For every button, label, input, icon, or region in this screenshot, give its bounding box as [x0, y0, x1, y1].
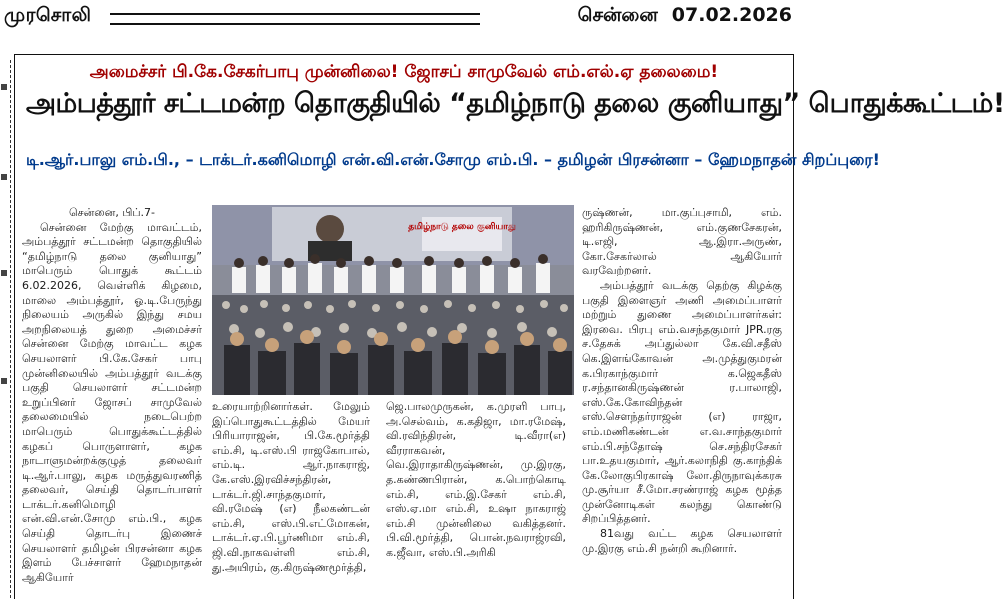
- article-column-1: [22, 206, 202, 585]
- photo-banner-text: தமிழ்நாடு தலை குனியாது: [408, 222, 516, 232]
- article-headline: அம்பத்தூர் சட்டமன்ற தொகுதியில் “தமிழ்நாடு தலை குனியாது” பொதுக்கூட்டம்!: [26, 88, 1005, 119]
- article-body-paragraph: உரையாற்றினார்கள். மேலும் இப்பொதுகூட்டத்தில் மேயர் பிரியாராஜன், பி.கே.மூர்த்தி எம்.சி, டி.எஸ்.பி ராஜகோபால், எம்.டி. ஆர்.நாகராஜ், கே.எஸ்.இரவிச்சந்திரன், டாக்டர்.ஜி.சாந்தகுமார், வி.ரமேஷ் (எ) நீலகண்டன் எம்.சி, எஸ்.பி.எட்மோகன், டாக்டர்.ஏ.பி.பூர்ணிமா எம்.சி, ஜி.வி.நாகவள்ளி எம்.சி, து.அயிரம், கு.கிருஷ்ணமூர்த்தி,: [212, 400, 370, 574]
- masthead-city: சென்னை: [577, 4, 658, 26]
- masthead-date: 07.02.2026: [671, 4, 792, 26]
- masthead: [0, 0, 800, 34]
- article-body-paragraph: ருஷ்ணன், மா.குப்புசாமி, எம். ஹரிகிருஷ்ணன், எம்.குணசேகரன், டி.எஜி, ஆ.இரா.அருண், கோ.சேகர்லால் ஆகியோர் வரவேற்றனர்.: [582, 206, 782, 278]
- article-dateline: சென்னை, பிப்.7-: [68, 206, 156, 219]
- divider-mark: [1, 174, 7, 180]
- article-kicker: அமைச்சர் பி.கே.சேகர்பாபு முன்னிலை! ஜோசப் சாமுவேல் எம்.எல்.ஏ தலைமை!: [89, 62, 719, 82]
- article-column-2: [212, 400, 370, 575]
- left-column-divider: [0, 60, 11, 598]
- divider-mark: [1, 378, 7, 384]
- divider-mark: [1, 84, 7, 90]
- article-column-4: [582, 206, 782, 556]
- article-body-paragraph: ஜெ.பாலமுருகன், க.முரளி பாபு, அ.செல்வம், க.கதிஜா, மா.ரமேஷ், வி.ரவிந்திரன், டி.வீரா(எ) வீரராகவன், வெ.இராதாகிருஷ்ணன், மு.இரகு, த.கண்ணபிரான், க.பொற்கொடி எம்.சி, எம்.இ.சேகர் எம்.சி, எஸ்.ஏ.மா எம்.சி, உஷா நாகராஜ் எம்.சி முன்னிலை வகித்தனர். பி.வி.மூர்த்தி, பொன்.நவராஜ்ரவி, க.ஜீவா, எஸ்.பி.அரிகி: [386, 400, 566, 559]
- article-body-paragraph: சென்னை மேற்கு மாவட்டம், அம்பத்தூர் சட்டமன்ற தொகுதியில் “தமிழ்நாடு தலை குனியாது” மாபெரும் பொதுக் கூட்டம் 6.02.2026, வெள்ளிக் கிழமை, மாலை அம்பத்தூர், ஓ.டி.பேருந்து நிலையம் அருகில் இந்து சமய அறநிலையத் துறை அமைச்சர் சென்னை மேற்கு மாவட்ட கழக செயலாளர் பி.கே.சேகர் பாபு முன்னிலையில் அம்பத்தூர் வடக்கு பகுதி செயலாளர் சட்டமன்ற உறுப்பினர் ஜோசப் சாமுவேல் தலைமையில் நடைபெற்ற மாபெரும் பொதுக்கூட்டத்தில் கழகப் பொருளாளர், கழக நாடாளுமன்றக்குழுத் தலைவர் டி.ஆர்.பாலு, கழக மருத்துவரணித் தலைவர், செய்தி தொடர்பாளர் டாக்டர்.கனிமொழி என்.வி.என்.சோமு எம்.பி., கழக செய்தி தொடர்பு இணைச் செயலாளர் தமிழன் பிரசன்னா கழக இளம் பேச்சாளர் ஹேமநாதன் ஆகியோர்: [22, 220, 202, 584]
- article-column-3: [386, 400, 566, 561]
- event-photo-illustration: [212, 205, 574, 395]
- masthead-dateline: [578, 4, 792, 29]
- event-photo: [212, 205, 574, 395]
- article-body-paragraph: 81வது வட்ட கழக செயலாளர் மு.இரகு எம்.சி நன்றி கூறினார்.: [582, 527, 782, 555]
- masthead-rule: [110, 13, 480, 25]
- paper-name: முரசொலி: [4, 4, 92, 26]
- divider-mark: [1, 270, 7, 276]
- article-body-paragraph: அம்பத்தூர் வடக்கு தெற்கு கிழக்கு பகுதி இளைஞர் அணி அமைப்பாளர் மற்றும் துணை அமைப்பாளர்கள்: இரவை. பிரபு எம்.வசந்தகுமார் JPR.ரகு ச.தேசுக் அப்துல்லா கே.வி.சதீஸ் கெ.இளங்கோவன் அ.முத்துகுமரன் க.பிரகாந்குமார் க.ஜெகதீஸ் ர.சந்தானகிருஷ்ணன் ர.பாலாஜி, எஸ்.கே.கோவிந்தன் எஸ்.சௌந்தர்ராஜன் (எ) ராஜா, எம்.மணிகண்டன் எ.வ.சாந்தகுமார் எம்.பி.சந்தோஷ் செ.சந்திரசேகர் பா.உதயகுமார், ஆர்.கலாநிதி கு.காந்திக் கே.லோகுபிரகாஷ் லோ.திருநாவுக்கரசு மு.சூர்யா சீ.மோ.சரண்ராஜ் கழக மூத்த முன்னோடிகள் கலந்து கொண்டு சிறப்பித்தனர்.: [582, 278, 782, 526]
- article-subhead: டி.ஆர்.பாலு எம்.பி., – டாக்டர்.கனிமொழி என்.வி.என்.சோமு எம்.பி. – தமிழன் பிரசன்னா – ஹேமநாதன் சிறப்புரை!: [26, 150, 880, 169]
